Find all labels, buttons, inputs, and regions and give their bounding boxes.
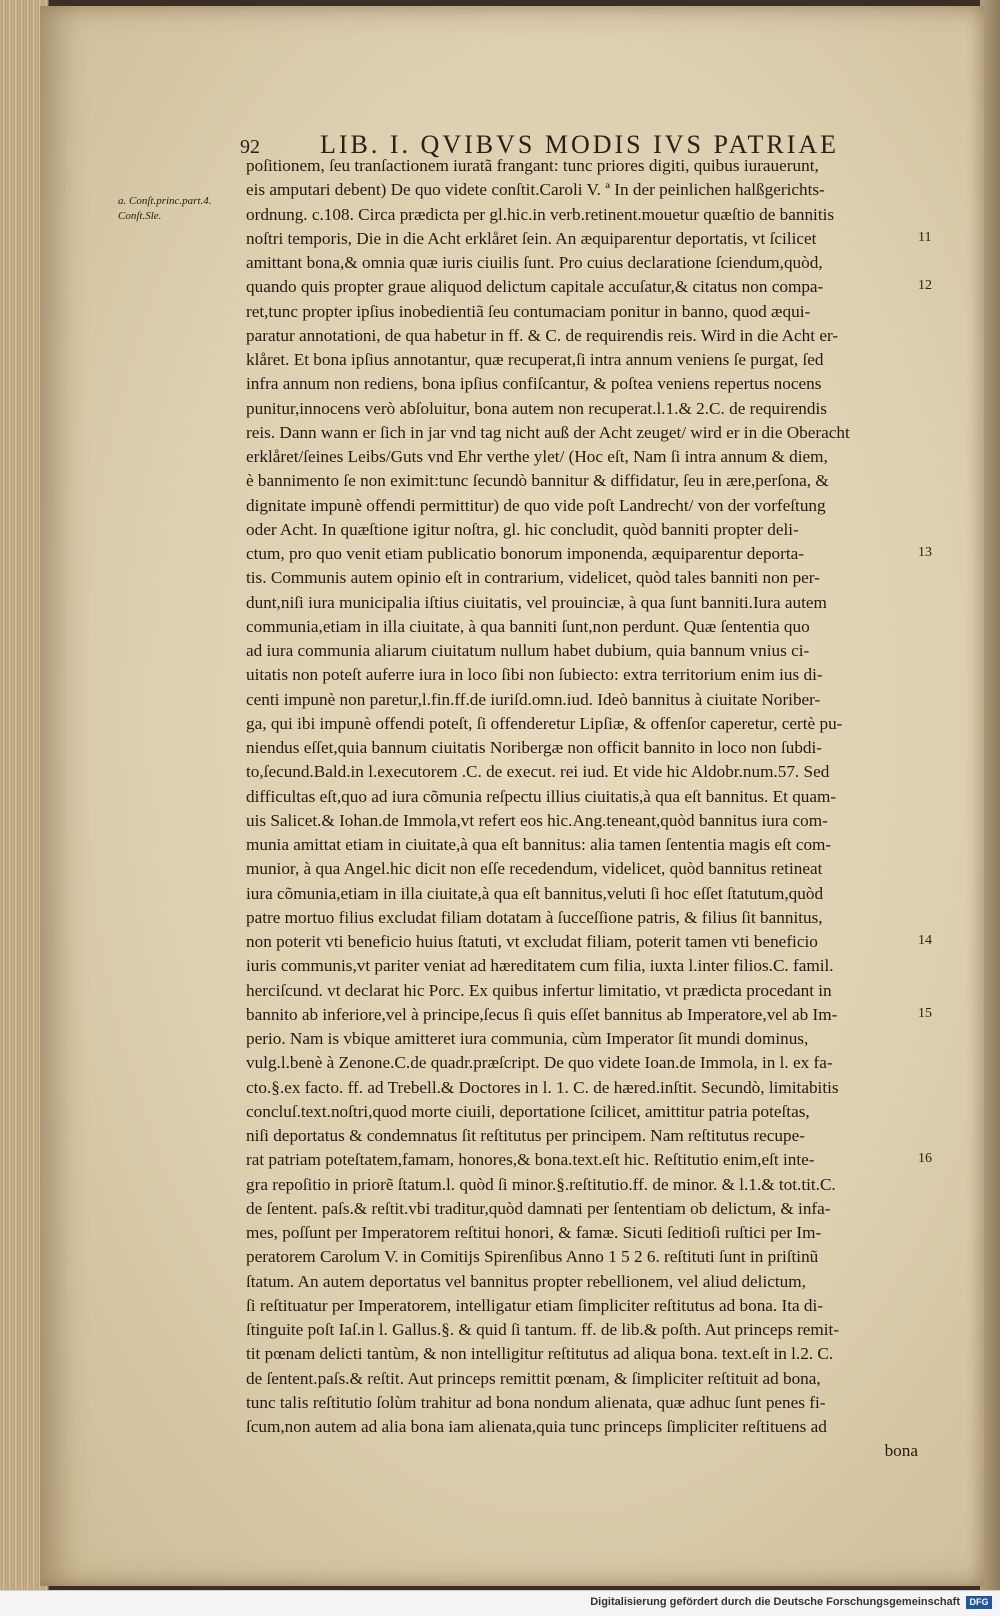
text-line: noſtri temporis, Die in die Acht erklåret ſein. An æquiparentur deportatis, vt ſcilicet [246, 228, 817, 248]
text-line: perio. Nam is vbique amitteret iura communia, cùm Imperator ſit mundi dominus, [246, 1029, 809, 1048]
text-line: ga, qui ibi impunè offendi poteſt, ſi offenderetur Lipſiæ, & offenſor caperetur, certè pu- [246, 713, 843, 733]
line-number: 15 [918, 1005, 932, 1021]
text-line: tis. Communis autem opinio eſt in contrarium, videlicet, quòd tales banniti non per- [246, 568, 820, 588]
text-line: eis amputari debent) De quo videte conſtit.Caroli V. ª In der peinlichen halßgerichts- [246, 180, 825, 200]
text-line: paratur annotationi, de qua habetur in ff. & C. de requirendis reis. Wird in die Acht er- [246, 325, 839, 345]
text-line: tunc talis reſtitutio ſolùm trahitur ad bona nondum alienata, quæ adhuc ſunt penes fi- [246, 1392, 826, 1412]
text-line: uis Salicet.& Iohan.de Immola,vt refert eos hic.Ang.teneant,quòd bannitus iura com- [246, 810, 828, 830]
line-number: 11 [918, 229, 932, 245]
text-line: infra annum non rediens, bona ipſius confiſcantur, & poſtea veniens repertus nocens [246, 374, 822, 394]
text-line: ſcum,non autem ad alia bona iam alienata,quia tunc princeps ſimpliciter reſtituens ad [246, 1417, 827, 1436]
text-line: amittant bona,& omnia quæ iuris ciuilis ſunt. Pro cuius declaratione ſciendum,quòd, [246, 253, 823, 272]
text-line: mes, poſſunt per Imperatorem reſtitui honori, & famæ. Sicuti ſeditioſi ruſtici per Im- [246, 1223, 822, 1242]
line-number: 14 [918, 933, 932, 948]
text-line: ad iura communia aliarum ciuitatum nullum habet dubium, quia bannum vnius ci- [246, 641, 810, 660]
text-line: to,ſecund.Bald.in l.executorem .C. de execut. rei iud. Et vide hic Aldobr.num.57. Sed [246, 762, 830, 782]
text-line: communia,etiam in illa ciuitate, à qua banniti ſunt,non perdunt. Quæ ſententia quo [246, 616, 810, 636]
text-line: de ſentent. paſs.& reſtit.vbi traditur,quòd damnati per ſententiam ob delictum, & infa- [246, 1198, 831, 1218]
text-line: ret,tunc propter ipſius inobedientiã ſeu contumaciam ponitur in banno, quod æqui- [246, 301, 811, 321]
footer-credit: Digitalisierung gefördert durch die Deutsche Forschungsgemeinschaft [590, 1596, 960, 1608]
text-line: tit pœnam delicti tantùm, & non intelligitur reſtitutus ad aliqua bona. text.eſt in l.2. C. [246, 1344, 834, 1364]
text-line: reis. Dann wann er ſich in jar vnd tag nicht auß der Acht zeuget/ wird er in die Oberacht [246, 422, 850, 442]
text-line: ordnung. c.108. Circa prædicta per gl.hic.in verb.retinent.mouetur quæſtio de bannitis [246, 204, 835, 224]
text-line: dignitate impunè offendi permittitur) de quo vide poſt Landrecht/ von der vorfeſtung [246, 495, 826, 515]
footer-bar [0, 1590, 1000, 1616]
text-line: punitur,innocens verò abſoluitur, bona autem non recuperat.l.1.& 2.C. de requirendis [246, 398, 827, 418]
text-line: è bannimento ſe non eximit:tunc ſecundò bannitur & diffidatur, ſeu in ære,perſona, & [246, 471, 829, 491]
text-line: ſtatum. An autem deportatus vel bannitus propter rebellionem, vel aliud delictum, [246, 1271, 806, 1291]
text-line: munia amittat etiam in ciuitate,à qua eſt bannitus: alia tamen ſententia magis eſt com- [246, 835, 832, 854]
text-line: poſitionem, ſeu tranſactionem iuratã frangant: tunc priores digiti, quibus iurauerunt, [246, 156, 819, 175]
main-text [246, 154, 918, 1464]
text-line: gra repoſitio in priorẽ ſtatum.l. quòd ſi minor.§.reſtitutio.ff. de minor. & l.1.& tot.tit.C. [246, 1174, 836, 1194]
running-title: LIB. I. QVIBVS MODIS IVS PATRIAE [320, 130, 840, 159]
text-line: iura cõmunia,etiam in illa ciuitate,à qua eſt bannitus,veluti ſi hoc eſſet ſtatutum,quòd [246, 883, 824, 903]
text-line: bannito ab inferiore,vel à principe,ſecus ſi quis eſſet bannitus ab Imperatore,vel ab Im- [246, 1004, 838, 1024]
line-number: 16 [918, 1151, 932, 1167]
text-line: peratorem Carolum V. in Comitijs Spirenſibus Anno 1 5 2 6. reſtituti ſunt in priſtinũ [246, 1247, 819, 1267]
catchword: bona [884, 1441, 918, 1461]
page-number: 92 [240, 136, 260, 158]
text-line: herciſcund. vt declarat hic Porc. Ex quibus infertur limitatio, vt prædicta procedant in [246, 980, 832, 1000]
text-line: oder Acht. In quæſtione igitur noſtra, gl. hic concludit, quòd banniti propter deli- [246, 519, 799, 539]
text-line: quando quis propter graue aliquod delictum capitale accuſatur,& citatus non compa- [246, 277, 824, 297]
text-line: munior, à qua Angel.hic dicit non eſſe recedendum, videlicet, quòd bannitus retineat [246, 859, 823, 879]
margin-note [118, 194, 238, 224]
text-line: non poterit vti beneficio huius ſtatuti, vt excludat filiam, poterit tamen vti beneficio [246, 932, 818, 951]
text-line: erklåret/ſeines Leibs/Guts vnd Ehr verthe ylet/ (Hoc eſt, Nam ſi intra annum & diem, [246, 447, 828, 466]
text-line: ſi reſtituatur per Imperatorem, intelligatur etiam ſimpliciter reſtitutus ad bona. Ita di- [246, 1295, 824, 1315]
margin-note-line: Conſt.Sle. [118, 210, 162, 222]
text-line: niendus eſſet,quia bannum ciuitatis Noribergæ non officit bannito in loco non ſubdi- [246, 738, 823, 757]
text-line: centi impunè non paretur,l.fin.ff.de iuriſd.omn.iud. Ideò bannitus à ciuitate Noriber- [246, 689, 821, 709]
text-line: vulg.l.benè à Zenone.C.de quadr.præſcript. De quo videte Ioan.de Immola, in l. ex fa- [246, 1053, 833, 1073]
text-line: cto.§.ex facto. ff. ad Trebell.& Doctores in l. 1. C. de hæred.inſtit. Secundò, limitabitis [246, 1077, 839, 1097]
text-line: klåret. Et bona ipſius annotantur, quæ recuperat,ſi intra annum veniens ſe purgat, ſed [246, 350, 824, 369]
text-line: uitatis non poteſt auferre iura in loco ſibi non ſubiecto: extra territorium enim ius di- [246, 665, 823, 685]
text-line: patre mortuo filius excludat filiam dotatam à ſucceſſione patris, & filius ſit bannitus, [246, 907, 823, 927]
dfg-logo: DFG [966, 1596, 992, 1609]
text-line: ctum, pro quo venit etiam publicatio bonorum imponenda, æquiparentur deporta- [246, 544, 804, 563]
line-number: 12 [918, 278, 932, 294]
line-number: 13 [918, 545, 932, 560]
text-line: concluſ.text.noſtri,quod morte ciuili, deportatione ſcilicet, amittitur patria poteſtas, [246, 1101, 810, 1121]
text-line: de ſentent.paſs.& reſtit. Aut princeps remittit pœnam, & ſimpliciter reſtituit ad bona, [246, 1368, 821, 1388]
margin-note-line: a. Conſt.princ.part.4. [118, 195, 212, 207]
text-line: difficultas eſt,quo ad iura cõmunia reſpectu illius ciuitatis,à qua eſt bannitus. Et quam- [246, 786, 837, 806]
text-line: rat patriam poteſtatem,famam, honores,& bona.text.eſt hic. Reſtitutio enim,eſt inte- [246, 1150, 815, 1170]
text-line: ſtinguite poſt Iaſ.in l. Gallus.§. & quid ſi tantum. ff. de lib.& poſth. Aut princeps remit- [246, 1320, 840, 1339]
text-line: iuris communis,vt pariter veniat ad hæreditatem cum filia, iuxta l.inter filios.C. famil. [246, 956, 834, 976]
text-line: niſi deportatus & condemnatus ſit reſtitutus per principem. Nam reſtitutus recupe- [246, 1126, 805, 1145]
text-line: dunt,niſi iura municipalia iſtius ciuitatis, vel prouinciæ, à qua ſunt banniti.Iura autem [246, 592, 827, 612]
